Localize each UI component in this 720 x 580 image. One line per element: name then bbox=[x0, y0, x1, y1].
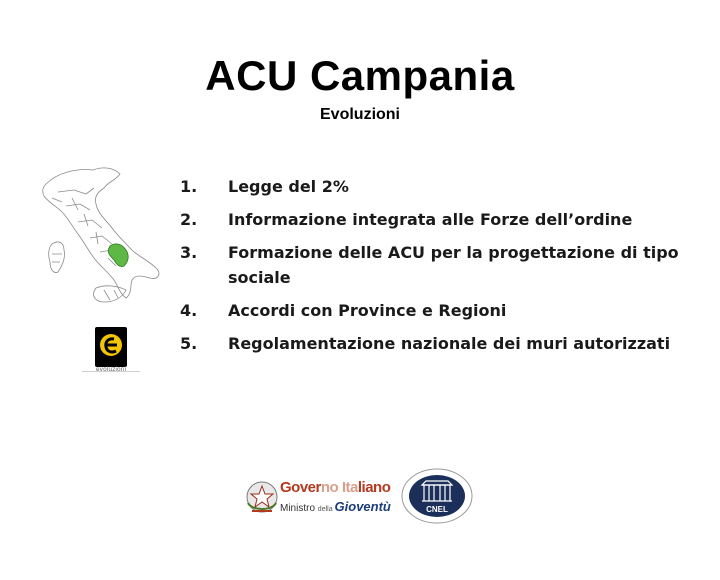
gov-line1-part: Ita bbox=[341, 479, 358, 496]
gov-line2-part: Ministro bbox=[280, 503, 318, 514]
list-item-number: 4. bbox=[180, 301, 198, 320]
list-item-text: Informazione integrata alle Forze dell’ordine bbox=[228, 210, 633, 229]
list-item bbox=[180, 240, 700, 290]
gov-line2-part: della bbox=[317, 506, 335, 513]
list-item-number: 3. bbox=[180, 243, 198, 262]
governo-italiano-label bbox=[280, 479, 390, 496]
list-item bbox=[180, 207, 700, 232]
list-item-text: Legge del 2% bbox=[228, 177, 349, 196]
list-item-number: 1. bbox=[180, 177, 198, 196]
gov-line1-part: liano bbox=[357, 479, 391, 496]
slide-subtitle: Evoluzioni bbox=[320, 106, 400, 123]
list-item bbox=[180, 174, 700, 199]
list-item-text: Accordi con Province e Regioni bbox=[228, 301, 507, 320]
cnel-logo bbox=[400, 467, 474, 525]
list-item-number: 2. bbox=[180, 210, 198, 229]
cnel-label: CNEL bbox=[426, 505, 448, 514]
list-item-text: Regolamentazione nazionale dei muri autorizzati bbox=[228, 334, 671, 353]
evolutions-list bbox=[180, 174, 700, 364]
list-item-text: Formazione delle ACU per la progettazione di tipo sociale bbox=[228, 243, 679, 287]
gov-line1-part: no bbox=[320, 479, 342, 496]
gov-line1-part: Gover bbox=[280, 479, 321, 496]
gov-line2-part: Gioventù bbox=[334, 499, 391, 514]
brand-tag: evoluzioni bbox=[95, 366, 127, 373]
italy-map-icon bbox=[38, 162, 168, 312]
list-item-number: 5. bbox=[180, 334, 198, 353]
slide-title: ACU Campania bbox=[205, 52, 515, 99]
ministro-gioventu-label bbox=[280, 499, 391, 514]
list-item bbox=[180, 298, 700, 323]
list-item bbox=[180, 331, 700, 356]
